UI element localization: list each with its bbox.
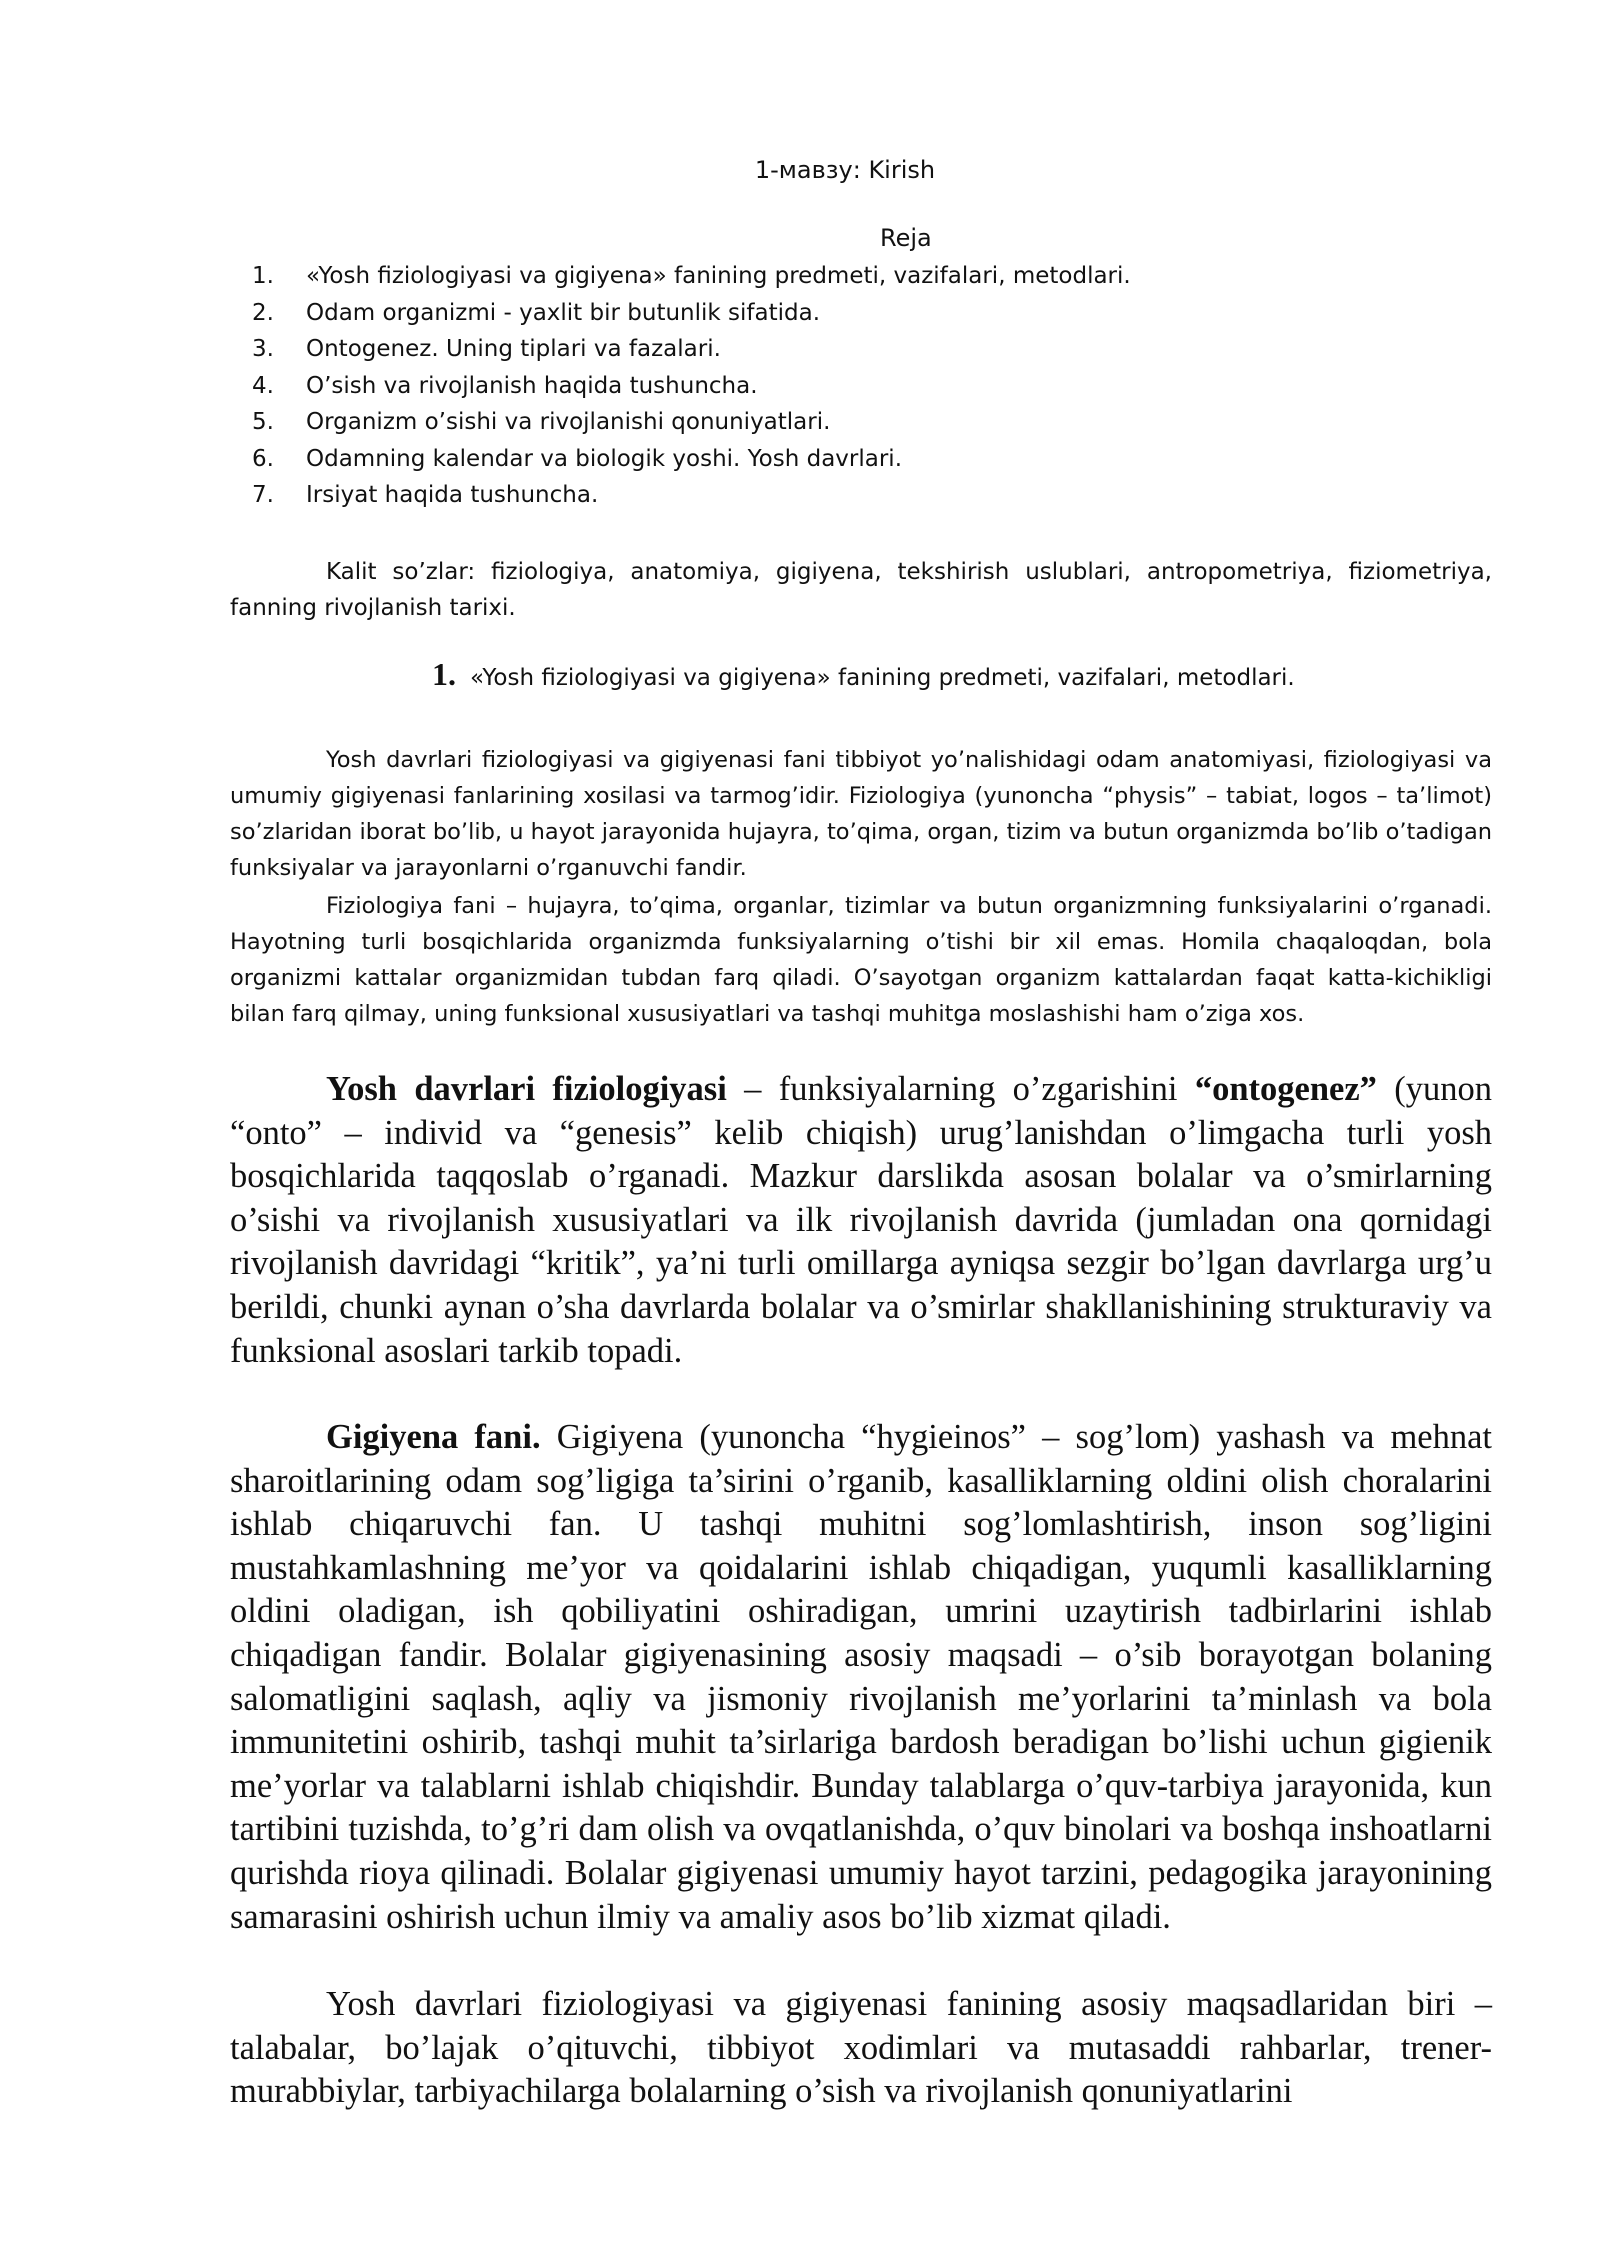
- topic-heading: 1-мавзу: Kirish: [754, 156, 936, 184]
- plan-item-number: 2.: [252, 299, 274, 326]
- plan-item-text: «Yosh fiziologiyasi va gigiyena» fanining predmeti, vazifalari, metodlari.: [306, 263, 1131, 289]
- plan-item: [252, 295, 1352, 332]
- plan-item-number: 5.: [252, 409, 274, 435]
- section-number: 1.: [432, 656, 456, 692]
- paragraph-physiology-intro: Yosh davrlari fiziologiyasi va gigiyenasi fani tibbiyot yo’nalishidagi odam anatomiyasi, fiziologiyasi va umumiy gigiyenasi fanlarining xosilasi va tarmog’idir. Fiziologiya (yunoncha “physis” – tabiat, logos – ta’limot) so’zlaridan iborat bo’lib, u hayot jarayonida hujayra, to’qima, organ, tizim va butun organizmda bo’lib o’tadigan funksiyalar va jarayonlarni o’rganuvchi fandir.: [230, 747, 1492, 881]
- paragraph-physiology-definition: Fiziologiya fani – hujayra, to’qima, organlar, tizimlar va butun organizmning funksiyalarini o’rganadi. Hayotning turli bosqichlarida organizmda funksiyalarning o’tishi bir xil emas. Homila chaqaloqdan, bola organizmi kattalar organizmidan tubdan farq qiladi. O’sayotgan organizm kattalardan faqat katta-kichikligi bilan farq qilmay, uning funksional xususiyatlari va tashqi muhitga moslashishi ham o’ziga xos.: [230, 893, 1492, 1027]
- keywords-paragraph: Kalit so’zlar: fiziologiya, anatomiya, gigiyena, tekshirish uslublari, antropometriya, fiziometriya, fanning rivojlanish tarixi.: [230, 559, 1492, 621]
- plan-item-text: Ontogenez. Uning tiplari va fazalari.: [306, 336, 721, 362]
- plan-item: [252, 477, 1352, 514]
- plan-item: [252, 368, 1352, 405]
- plan-item-text: Odamning kalendar va biologik yoshi. Yosh davrlari.: [306, 445, 903, 472]
- plan-item-text: O’sish va rivojlanish haqida tushuncha.: [306, 372, 758, 399]
- plan-list: [252, 258, 1352, 514]
- bold-term: Yosh davrlari fiziologiyasi: [326, 1070, 727, 1108]
- paragraph-text: (yunon “onto” – individ va “genesis” kelib chiqish) urug’lanishdan o’limgacha turli yosh bosqichlarida taqqoslab o’rganadi. Mazkur darslikda asosan bolalar va o’smirlarning o’sishi va rivojlanish xususiyatlari va ilk rivojlanish davrida (jumladan ona qornidagi rivojlanish davridagi “kritik”, ya’ni turli omillarga ayniqsa sezgir bo’lgan davrlarga urg’u berildi, chunki aynan o’sha davrlarda bolalar va o’smirlar shakllanishining strukturaviy va funksional asoslari tarkib topadi.: [230, 1070, 1492, 1370]
- plan-item: [252, 331, 1352, 368]
- section-title: «Yosh fiziologiyasi va gigiyena» fanining predmeti, vazifalari, metodlari.: [470, 665, 1295, 691]
- plan-item: [252, 441, 1352, 478]
- plan-item-text: Irsiyat haqida tushuncha.: [306, 482, 599, 508]
- plan-item: [252, 404, 1352, 441]
- paragraph-age-physiology: [230, 1068, 1492, 1373]
- paragraph-goals: Yosh davrlari fiziologiyasi va gigiyenasi fanining asosiy maqsadlaridan biri – talabalar, bo’lajak o’qituvchi, tibbiyot xodimlari va mutasaddi rahbarlar, trener-murabbiylar, tarbiyachilarga bolalarning o’sish va rivojlanish qonuniyatlarini: [230, 1985, 1492, 2111]
- plan-item-number: 7.: [252, 482, 274, 508]
- paragraph-text: – funksiyalarning o’zgarishini: [726, 1070, 1195, 1108]
- plan-item-number: 6.: [252, 445, 274, 472]
- paragraph-hygiene: [230, 1416, 1492, 1939]
- paragraph-text: Gigiyena (yunoncha “hygieinos” – sog’lom) yashash va mehnat sharoitlarining odam sog’ligiga ta’sirini o’rganib, kasalliklarning oldini olish choralarini ishlab chiqaruvchi fan. U tashqi muhitni sog’lomlashtirish, inson sog’ligini mustahkamlashning me’yor va qoidalarini ishlab chiqadigan, yuqumli kasalliklarning oldini oladigan, ish qobiliyatini oshiradigan, umrini uzaytirish tadbirlarini ishlab chiqadigan fandir. Bolalar gigiyenasining asosiy maqsadi – o’sib borayotgan bolaning salomatligini saqlash, aqliy va jismoniy rivojlanish me’yorlarini ta’minlash va bola immunitetini oshirib, tashqi muhit ta’sirlariga bardosh beradigan bo’lishi uchun gigienik me’yorlar va talablarni ishlab chiqishdir. Bunday talablarga o’quv-tarbiya jarayonida, kun tartibini tuzishda, to’g’ri dam olish va ovqatlanishda, o’quv binolari va boshqa inshoatlarni qurishda rioya qilinadi. Bolalar gigiyenasi umumiy hayot tarzini, pedagogika jarayonining samarasini oshirish uchun ilmiy va amaliy asos bo’lib xizmat qiladi.: [230, 1418, 1492, 1936]
- section-heading: [432, 656, 1295, 693]
- bold-term: “ontogenez”: [1194, 1070, 1377, 1108]
- plan-item-number: 4.: [252, 372, 274, 399]
- plan-item-number: 1.: [252, 263, 274, 289]
- plan-item-number: 3.: [252, 336, 274, 362]
- plan-item-text: Organizm o’sishi va rivojlanishi qonuniyatlari.: [306, 409, 831, 435]
- bold-term: Gigiyena fani.: [326, 1418, 541, 1456]
- plan-title: Reja: [880, 224, 932, 252]
- plan-item: [252, 258, 1352, 295]
- plan-item-text: Odam organizmi - yaxlit bir butunlik sifatida.: [306, 299, 821, 326]
